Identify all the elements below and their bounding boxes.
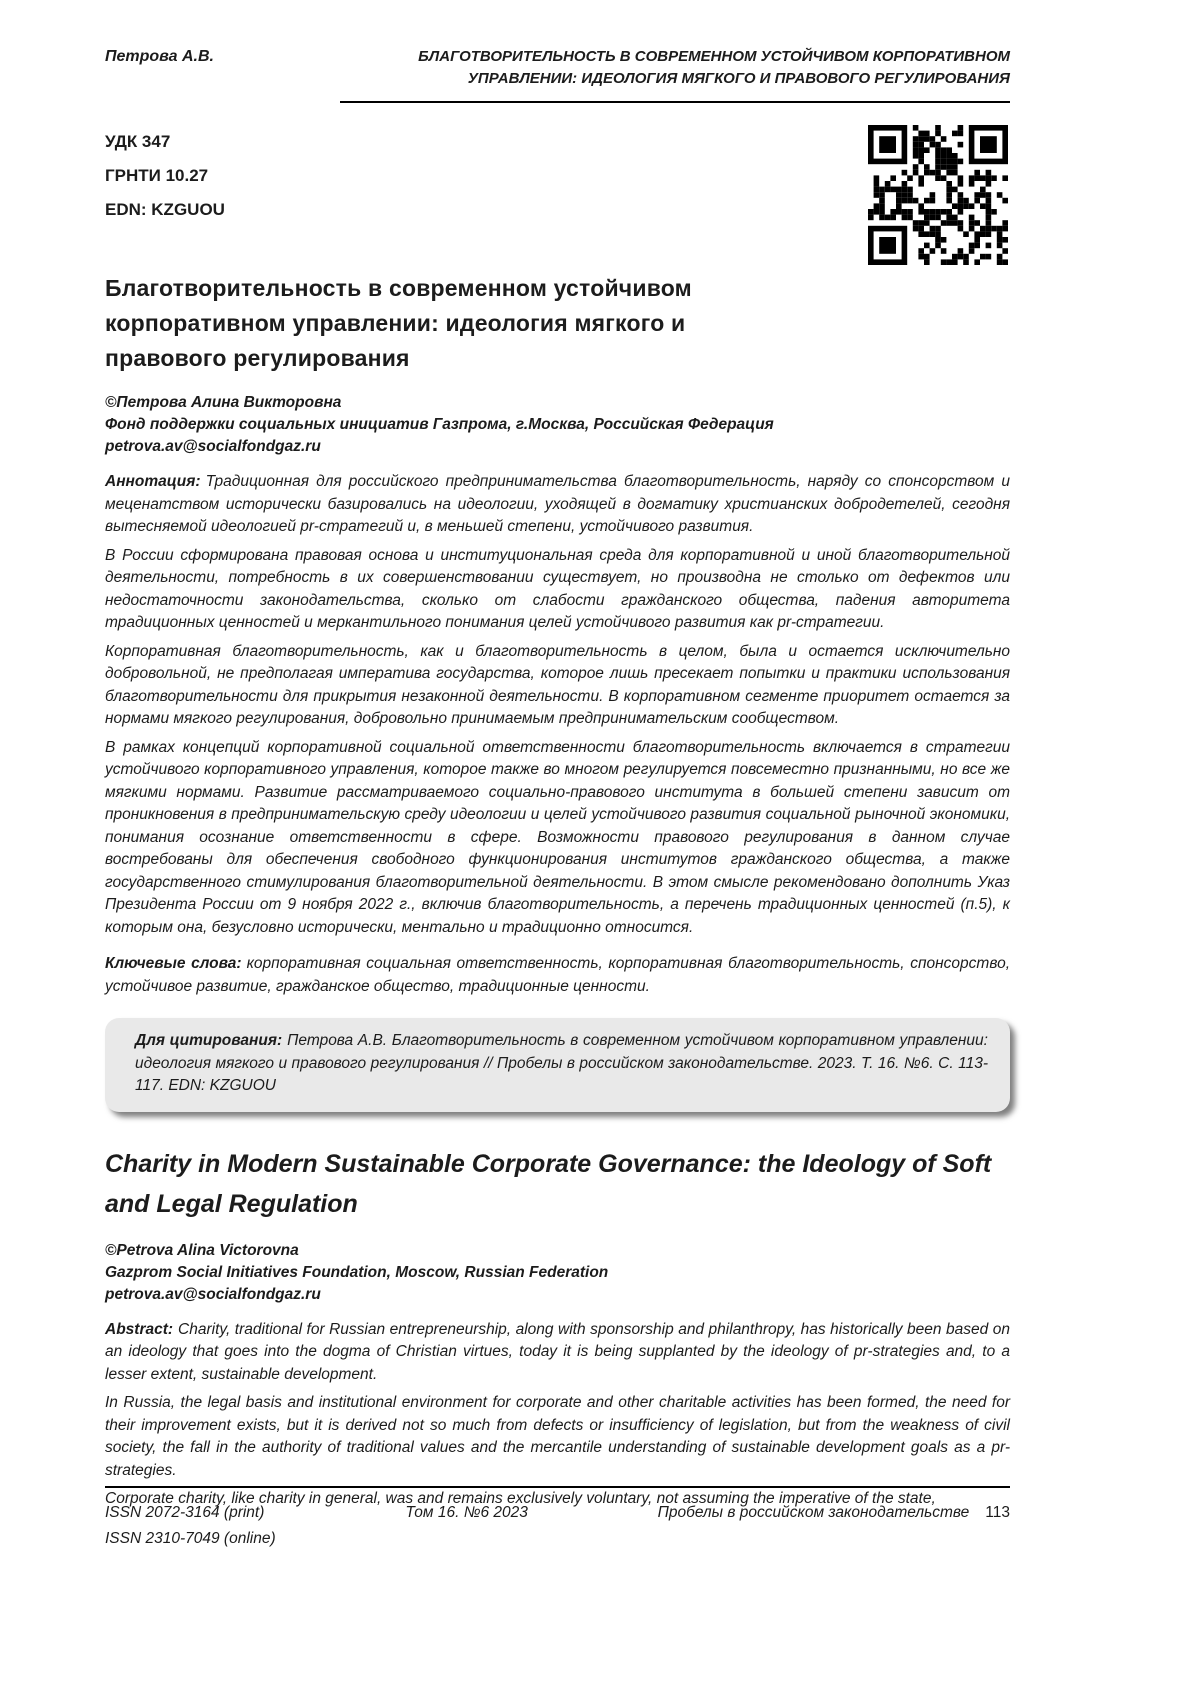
running-title-line2: УПРАВЛЕНИИ: ИДЕОЛОГИЯ МЯГКОГО И ПРАВОВОГО РЕГУЛИРОВАНИЯ — [467, 70, 1010, 87]
volume-info: Том 16. №6 2023 — [405, 1504, 528, 1521]
qr-code — [868, 125, 1008, 265]
en-article-title: Charity in Modern Sustainable Corporate Governance: the Ideology of Soft and Legal Regulation — [105, 1149, 992, 1218]
ru-abstract — [105, 471, 1010, 939]
keywords-text: корпоративная социальная ответственность, корпоративная благотворительность, спонсорство, устойчивое развитие, гражданское общество, традиционные ценности. — [105, 955, 1011, 995]
page-number: 113 — [985, 1504, 1010, 1521]
citation-box — [105, 1018, 1010, 1112]
abstract-label: Аннотация: — [105, 473, 201, 490]
abstract-paragraph — [105, 1319, 1010, 1387]
keywords-label: Ключевые слова: — [105, 955, 242, 972]
en-author-block — [105, 1240, 1010, 1306]
footer — [105, 1486, 1010, 1552]
en-affiliation: Gazprom Social Initiatives Foundation, Moscow, Russian Federation — [105, 1263, 609, 1281]
abstract-paragraph: В рамках концепций корпоративной социальной ответственности благотворительность включается в стратегии устойчивого корпоративного управления, которое также во многом регулируется повсеместно признанными, но все же мягкими нормами. Развитие рассматриваемого социально-правового института в большей степени зависит от проникновения в предпринимательскую среду идеологии и целей устойчивого развития социальной рыночной экономики, понимания осознание ответственности в сфере. Возможности правового регулирования в данном случае востребованы для обеспечения свободного функционирования институтов гражданского общества, а также государственного стимулирования благотворительной деятельности. В этом смысле рекомендовано дополнить Указ Президента России от 9 ноября 2022 г., включив благотворительность, а перечень традиционных ценностей (п.5), к которым она, безусловно исторически, ментально и традиционно относится. — [105, 738, 1010, 936]
footer-divider — [105, 1486, 1010, 1488]
abstract-paragraph: In Russia, the legal basis and institutional environment for corporate and other charitable activities has been formed, the need for their improvement exists, but it is derived not so much from defects or insufficiency of legislation, but from the weakness of civil society, the fall in the authority of traditional values and the mercantile understanding of sustainable development goals as a pr- strategies. — [105, 1394, 1010, 1479]
abstract-paragraph: В России сформирована правовая основа и институциональная среда для корпоративной и иной благотворительной деятельности, потребность в их совершенствовании существует, но производна не столько от дефектов или недостаточности законодательства, сколько от слабости гражданского общества, падения авторитета традиционных ценностей и меркантильного понимания целей устойчивого развития как pr-стратегии. — [105, 546, 1010, 631]
en-abstract — [105, 1319, 1010, 1511]
abstract-paragraph: Corporate charity, like charity in general, was and remains exclusively voluntary, not assuming the imperative of the state, — [105, 1490, 936, 1507]
ru-abstract-paragraphs — [105, 545, 1010, 940]
abstract-text-en: Charity, traditional for Russian entrepreneurship, along with sponsorship and philanthropy, has historically been based on an ideology that goes into the dogma of Christian virtues, today it is being supplanted by the ideology of pr-strategies and, to a lesser extent, sustainable development. — [105, 1320, 1010, 1383]
en-author: ©Petrova Alina Victorovna — [105, 1241, 299, 1259]
ru-author-block — [105, 392, 1010, 458]
grnti-label: ГРНТИ 10.27 — [105, 166, 209, 185]
ru-email: petrova.av@socialfondgaz.ru — [105, 438, 321, 455]
edn-label: EDN: KZGUOU — [105, 200, 225, 219]
abstract-paragraph: Корпоративная благотворительность, как и благотворительность в целом, была и остается исключительно добровольной, не предполагая императива государства, которое лишь пресекает попытки и практики использования благотворительности для прикрытия незаконной деятельности. В корпоративном сегменте приоритет остается за нормами мягкого регулирования, добровольно принимаемым предпринимательским сообществом. — [105, 642, 1010, 727]
ru-affiliation: Фонд поддержки социальных инициатив Газпрома, г.Москва, Российская Федерация — [105, 416, 774, 433]
header-author: Петрова А.В. — [105, 48, 214, 65]
issn-block — [105, 1500, 276, 1552]
ru-author: ©Петрова Алина Викторовна — [105, 394, 342, 411]
running-title-line1: БЛАГОТВОРИТЕЛЬНОСТЬ В СОВРЕМЕННОМ УСТОЙЧИВОМ КОРПОРАТИВНОМ — [418, 48, 1010, 65]
ru-article-title: Благотворительность в современном устойчивом корпоративном управлении: идеология мягкого и правового регулирования — [105, 275, 692, 371]
abstract-text: Традиционная для российского предпринимательства благотворительность, наряду со спонсорством и меценатством исторически базировались на идеологии, уходящей в догматику христианских добродетелей, сегодня вытесняемой идеологией pr-стратегий и, в меньшей степени, устойчивого развития. — [105, 473, 1010, 535]
citation-label: Для цитирования: — [135, 1032, 283, 1049]
en-email: petrova.av@socialfondgaz.ru — [105, 1285, 321, 1303]
issn-print: ISSN 2072-3164 (print) — [105, 1504, 265, 1521]
issn-online: ISSN 2310-7049 (online) — [105, 1530, 276, 1547]
meta-block — [105, 125, 225, 227]
header-divider — [340, 101, 1010, 103]
header — [105, 46, 1010, 90]
udk-label: УДК 347 — [105, 132, 171, 151]
abstract-paragraph — [105, 471, 1010, 539]
citation-text: Петрова А.В. Благотворительность в современном устойчивом корпоративном управлении: идеология мягкого и правового регулирования // Пробелы в российском законодательстве. 2023. Т. 16. №6. С. 113-117. EDN: KZGUOU — [135, 1032, 988, 1094]
meta-row — [105, 125, 1010, 265]
journal-name: Пробелы в российском законодательстве — [657, 1504, 970, 1521]
ru-keywords — [105, 953, 1010, 998]
abstract-label-en: Abstract: — [105, 1320, 174, 1338]
running-title — [418, 46, 1010, 90]
